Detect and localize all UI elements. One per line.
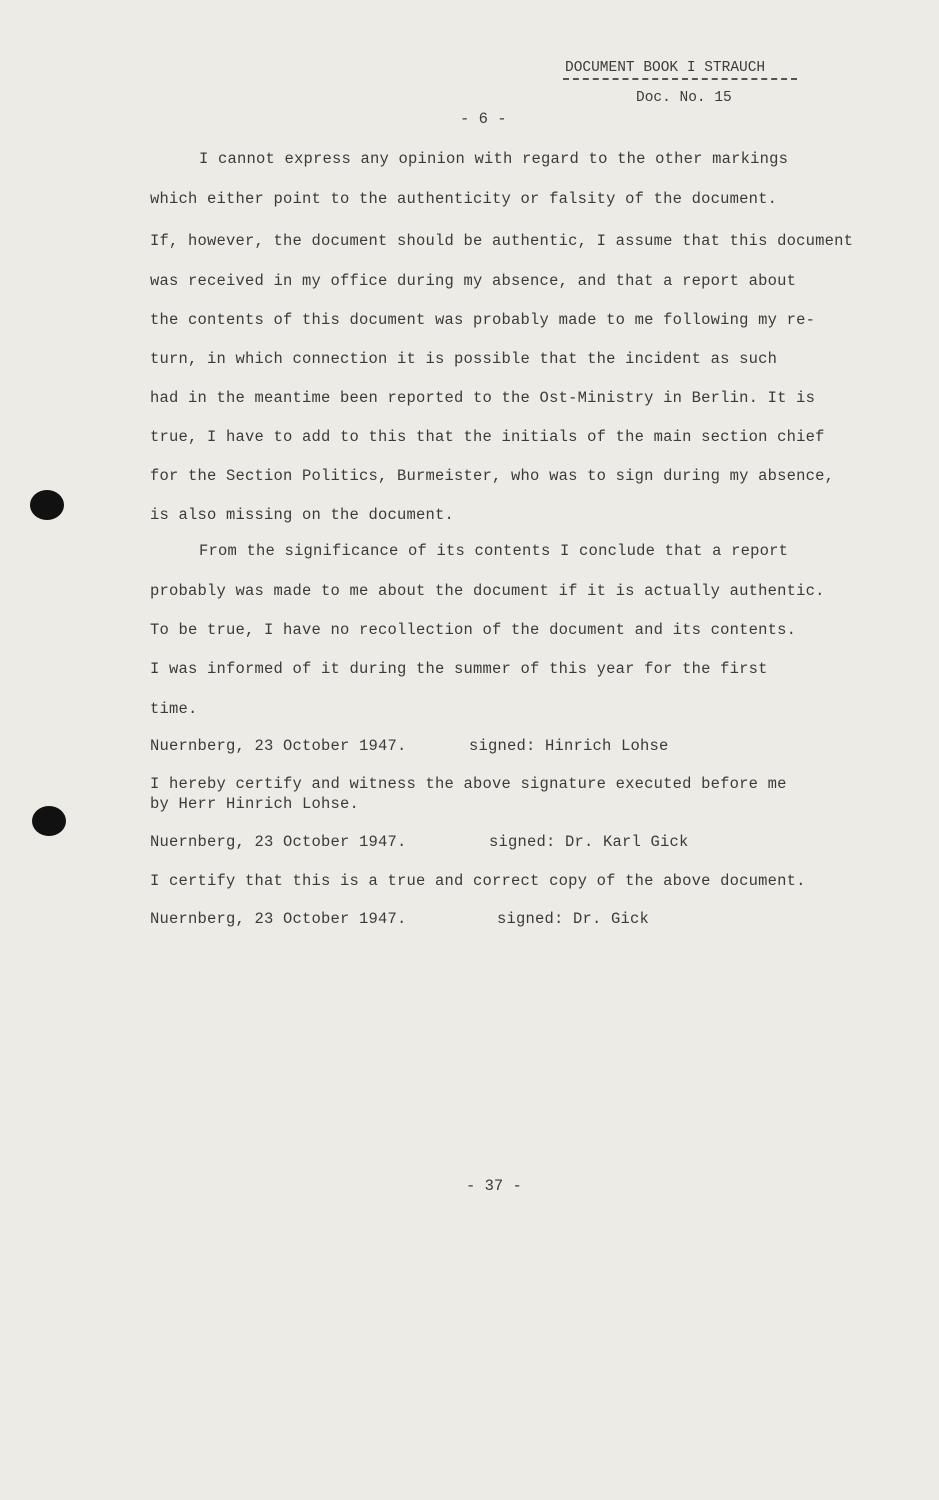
copy-certification-line: I certify that this is a true and correct copy of the above document.: [150, 872, 806, 890]
punch-hole: [32, 806, 66, 836]
paragraph-line: From the significance of its contents I conclude that a report: [199, 542, 789, 560]
paragraph-line: probably was made to me about the document if it is actually authentic.: [150, 582, 825, 600]
paragraph-line: true, I have to add to this that the initials of the main section chief: [150, 428, 825, 446]
signature-place-date: Nuernberg, 23 October 1947.: [150, 833, 407, 851]
signature-place-date: Nuernberg, 23 October 1947.: [150, 737, 407, 755]
paragraph-line: To be true, I have no recollection of the document and its contents.: [150, 621, 797, 639]
punch-hole: [30, 490, 64, 520]
paragraph-line: turn, in which connection it is possible that the incident as such: [150, 350, 778, 368]
paragraph-line: for the Section Politics, Burmeister, who was to sign during my absence,: [150, 467, 835, 485]
paragraph-line: the contents of this document was probably made to me following my re-: [150, 311, 816, 329]
paragraph-line: was received in my office during my absence, and that a report about: [150, 272, 797, 290]
paragraph-line: time.: [150, 700, 198, 718]
paragraph-line: I was informed of it during the summer of this year for the first: [150, 660, 768, 678]
page-number-top: - 6 -: [460, 110, 507, 128]
header-underline: [563, 78, 797, 80]
signature-place-date: Nuernberg, 23 October 1947.: [150, 910, 407, 928]
certification-line: I hereby certify and witness the above signature executed before me: [150, 775, 787, 793]
signature-name: signed: Dr. Gick: [497, 910, 650, 928]
signature-name: signed: Dr. Karl Gick: [489, 833, 689, 851]
page-number-bottom: - 37 -: [466, 1177, 522, 1195]
paragraph-line: I cannot express any opinion with regard to the other markings: [199, 150, 789, 168]
paragraph-line: which either point to the authenticity or falsity of the document.: [150, 190, 778, 208]
paragraph-line: had in the meantime been reported to the Ost-Ministry in Berlin. It is: [150, 389, 816, 407]
signature-name: signed: Hinrich Lohse: [469, 737, 669, 755]
certification-line: by Herr Hinrich Lohse.: [150, 795, 360, 813]
document-book-header: DOCUMENT BOOK I STRAUCH: [565, 60, 766, 76]
document-number: Doc. No. 15: [636, 90, 732, 106]
paragraph-line: is also missing on the document.: [150, 506, 455, 524]
paragraph-line: If, however, the document should be authentic, I assume that this document: [150, 232, 854, 250]
